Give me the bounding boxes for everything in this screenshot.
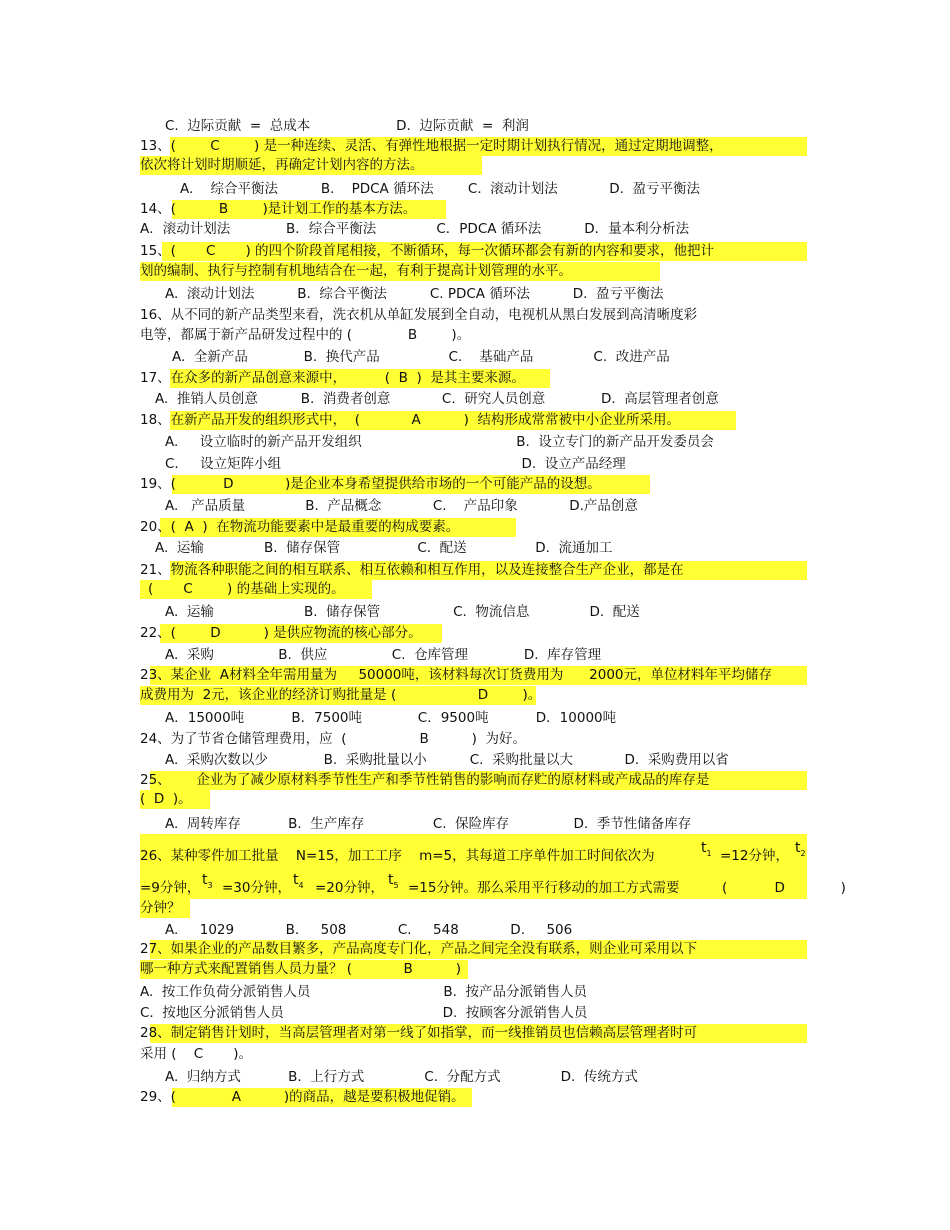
q25-options: A. 周转库存 B. 生产库存 C. 保险库存 D. 季节性储备库存 [165,816,692,832]
math-t3: $t_3$ [202,872,213,890]
q13-stem-line1: 13、( C ) 是一种连续、灵活、有弹性地根据一定时期计划执行情况，通过定期地调整， [140,138,723,154]
q19-options: A. 产品质量 B. 产品概念 C. 产品印象 D.产品创意 [165,498,638,514]
q13-options: A. 综合平衡法 B. PDCA 循环法 C. 滚动计划法 D. 盈亏平衡法 [180,181,700,197]
q26-value-t3: =30分钟， [222,880,291,896]
q13-stem-line2: 依次将计划时期顺延，再确定计划内容的方法。 [140,157,424,173]
q22-options: A. 采购 B. 供应 C. 仓库管理 D. 库存管理 [165,647,602,663]
q17-stem: 17、在众多的新产品创意来源中， ( B ) 是其主要来源。 [140,370,525,386]
q18-stem: 18、在新产品开发的组织形式中， ( A ) 结构形成常常被中小企业所采用。 [140,412,681,428]
q29-stem: 29、( A )的商品，越是要积极地促销。 [140,1089,465,1105]
q23-stem-line2: 成费用为 2元，该企业的经济订购批量是 ( D )。 [140,687,542,703]
q28-stem-line2: 采用 ( C )。 [140,1046,252,1062]
q26-stem-line1: 26、某种零件加工批量 N=15，加工工序 m=5，其每道工序单件加工时间依次为 [140,848,655,864]
q26-value-t1: =12分钟， [720,848,789,864]
q28-options: A. 归纳方式 B. 上行方式 C. 分配方式 D. 传统方式 [165,1069,638,1085]
q12-options-cd: C. 边际贡献 = 总成本 D. 边际贡献 = 利润 [165,118,529,134]
q18-options-cd: C. 设立矩阵小组 D. 设立产品经理 [165,456,626,472]
q27-stem-line1: 27、如果企业的产品数目繁多，产品高度专门化，产品之间完全没有联系，则企业可采用以下 [140,941,698,957]
math-t2: $t_2$ [795,840,806,858]
q24-stem: 24、为了节省仓储管理费用，应 ( B ) 为好。 [140,731,527,747]
q17-options: A. 推销人员创意 B. 消费者创意 C. 研究人员创意 D. 高层管理者创意 [155,391,719,407]
q21-stem-line1: 21、物流各种职能之间的相互联系、相互依赖和相互作用，以及连接整合生产企业，都是在 [140,562,684,578]
q19-stem: 19、( D )是企业本身希望提供给市场的一个可能产品的设想。 [140,476,601,492]
q21-stem-line2: ( C ) 的基础上实现的。 [148,581,345,597]
q26-stem-line3: 分钟？ [140,900,181,916]
q26-value-t5: =15分钟。那么采用平行移动的加工方式需要 [408,880,680,896]
q24-options: A. 采购次数以少 B. 采购批量以小 C. 采购批量以大 D. 采购费用以省 [165,752,729,768]
q14-stem: 14、( B )是计划工作的基本方法。 [140,201,417,217]
q20-stem: 20、( A ) 在物流功能要素中是最重要的构成要素。 [140,519,460,535]
q16-stem-line2: 电等，都属于新产品研发过程中的 ( B )。 [140,327,471,343]
q16-options: A. 全新产品 B. 换代产品 C. 基础产品 C. 改进产品 [172,349,670,365]
q23-stem-line1: 23、某企业 A材料全年需用量为 50000吨，该材料每次订货费用为 2000元，单位材料年平均储存 [140,667,773,683]
q15-options: A. 滚动计划法 B. 综合平衡法 C. PDCA 循环法 D. 盈亏平衡法 [165,286,664,302]
q26-value-t2: =9分钟， [140,880,201,896]
math-t4: $t_4$ [293,872,304,890]
q27-stem-line2: 哪一种方式来配置销售人员力量？ ( B ) [140,961,461,977]
q27-options-cd: C. 按地区分派销售人员 D. 按顾客分派销售人员 [140,1005,588,1021]
q15-stem-line1: 15、( C ) 的四个阶段首尾相接，不断循环，每一次循环都会有新的内容和要求，他把计 [140,243,715,259]
q20-options: A. 运输 B. 储存保管 C. 配送 D. 流通加工 [155,540,613,556]
math-t5: $t_5$ [388,872,399,890]
q22-stem: 22、( D ) 是供应物流的核心部分。 [140,625,422,641]
q18-options-ab: A. 设立临时的新产品开发组织 B. 设立专门的新产品开发委员会 [165,434,714,450]
math-t1: $t_1$ [701,840,712,858]
q14-options: A．滚动计划法 B．综合平衡法 C．PDCA 循环法 D．量本利分析法 [140,221,690,237]
q21-options: A. 运输 B. 储存保管 C. 物流信息 D. 配送 [165,604,640,620]
q27-options-ab: A. 按工作负荷分派销售人员 B. 按产品分派销售人员 [140,984,588,1000]
q28-stem-line1: 28、制定销售计划时，当高层管理者对第一线了如指掌，而一线推销员也信赖高层管理者时可 [140,1025,698,1041]
q26-options: A. 1029 B. 508 C. 548 D. 506 [165,922,573,938]
q25-stem-line1: 25、 企业为了减少原材料季节性生产和季节性销售的影响而存贮的原材料或产成品的库存是 [140,772,710,788]
q15-stem-line2: 划的编制、执行与控制有机地结合在一起，有利于提高计划管理的水平。 [140,263,572,279]
q25-stem-line2: ( D )。 [140,791,192,807]
q16-stem-line1: 16、从不同的新产品类型来看，洗衣机从单缸发展到全自动，电视机从黑白发展到高清晰度彩 [140,307,698,323]
q23-options: A．15000吨 B．7500吨 C．9500吨 D．10000吨 [165,710,617,726]
q26-answer: ( D ) [722,880,846,896]
q26-value-t4: =20分钟， [315,880,384,896]
